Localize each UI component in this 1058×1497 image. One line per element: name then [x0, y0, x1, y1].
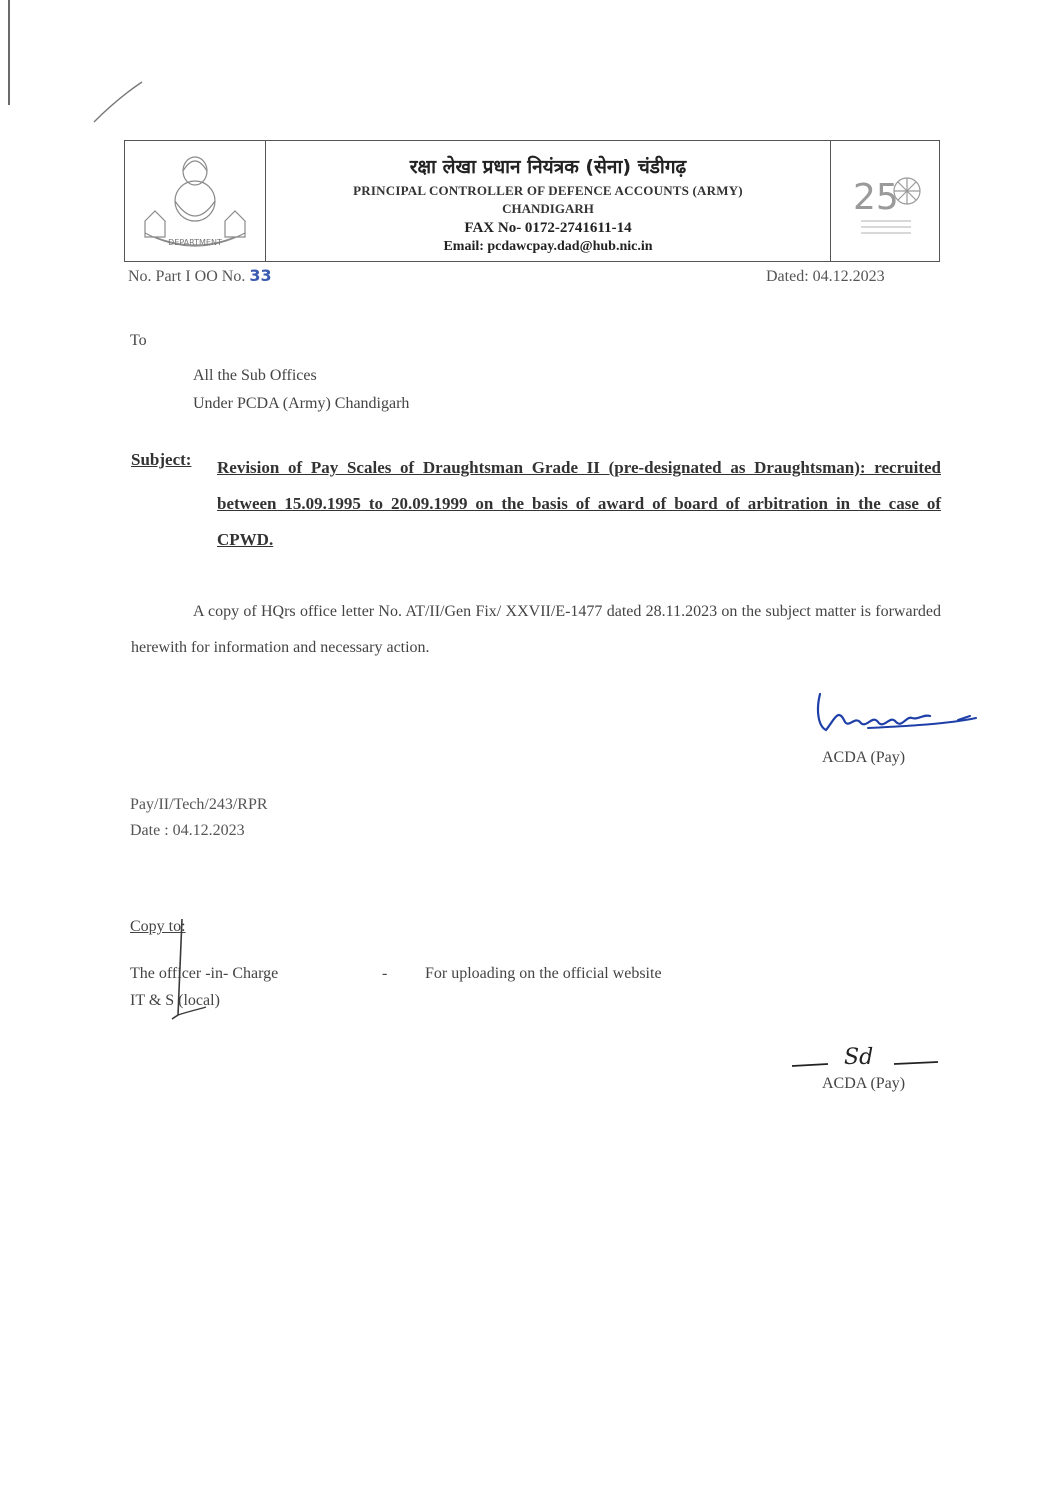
org-city: CHANDIGARH	[502, 201, 594, 216]
office-order-number	[128, 266, 272, 286]
file-reference-date: Date : 04.12.2023	[130, 822, 245, 839]
to-label: To	[130, 332, 147, 349]
letterhead-emblem-cell	[125, 141, 266, 261]
hindi-title: रक्षा लेखा प्रधान नियंत्रक (सेना) चंडीगढ़	[409, 156, 687, 178]
department-emblem-icon	[125, 141, 265, 261]
signatory-title-1: ACDA (Pay)	[822, 749, 906, 766]
svg-text:Sd: Sd	[844, 1045, 874, 1070]
office-order-handwritten-number: 33	[249, 266, 272, 285]
email-address: Email: pcdawcpay.dad@hub.nic.in	[443, 239, 653, 254]
copy-recipient-line-1: The officer -in- Charge	[130, 965, 279, 982]
copy-purpose: For uploading on the official website	[425, 965, 662, 982]
signatory-title-2: ACDA (Pay)	[822, 1075, 906, 1092]
copy-to-label: Copy to:	[130, 918, 186, 935]
signature-2-sd	[788, 1038, 948, 1078]
subject-label: Subject:	[131, 450, 192, 469]
org-name: PRINCIPAL CONTROLLER OF DEFENCE ACCOUNTS (ARMY)	[353, 183, 743, 198]
handwritten-bracket-mark	[150, 915, 210, 1020]
office-order-prefix: No. Part I OO No.	[128, 268, 246, 285]
subject-text: Revision of Pay Scales of Draughtsman Grade II (pre-designated as Draughtsman): recruited between 15.09.1995 to 20.09.1999 on the basis of award of board of arbitration in the case of CPWD.	[217, 458, 941, 549]
letterhead	[124, 140, 940, 262]
signature-1	[808, 680, 978, 740]
letter-date: Dated: 04.12.2023	[766, 268, 885, 285]
pen-stroke-mark	[88, 78, 148, 128]
body-paragraph: A copy of HQrs office letter No. AT/II/Gen Fix/ XXVII/E-1477 dated 28.11.2023 on the subject matter is forwarded herewith for information and necessary action.	[131, 603, 941, 656]
addressee-line-2: Under PCDA (Army) Chandigarh	[193, 395, 410, 412]
anniversary-logo-icon	[831, 141, 939, 261]
letterhead-logo-cell	[830, 141, 939, 261]
copy-separator-dash: -	[382, 965, 388, 982]
svg-text:25: 25	[853, 177, 899, 218]
letterhead-text	[265, 141, 831, 261]
file-reference: Pay/II/Tech/243/RPR	[130, 796, 268, 813]
fax-number: FAX No- 0172-2741611-14	[464, 220, 632, 236]
svg-text:DEPARTMENT: DEPARTMENT	[168, 238, 222, 247]
copy-recipient-line-2: IT & S (local)	[130, 992, 220, 1009]
scan-edge-line	[8, 0, 10, 105]
addressee-line-1: All the Sub Offices	[193, 367, 317, 384]
